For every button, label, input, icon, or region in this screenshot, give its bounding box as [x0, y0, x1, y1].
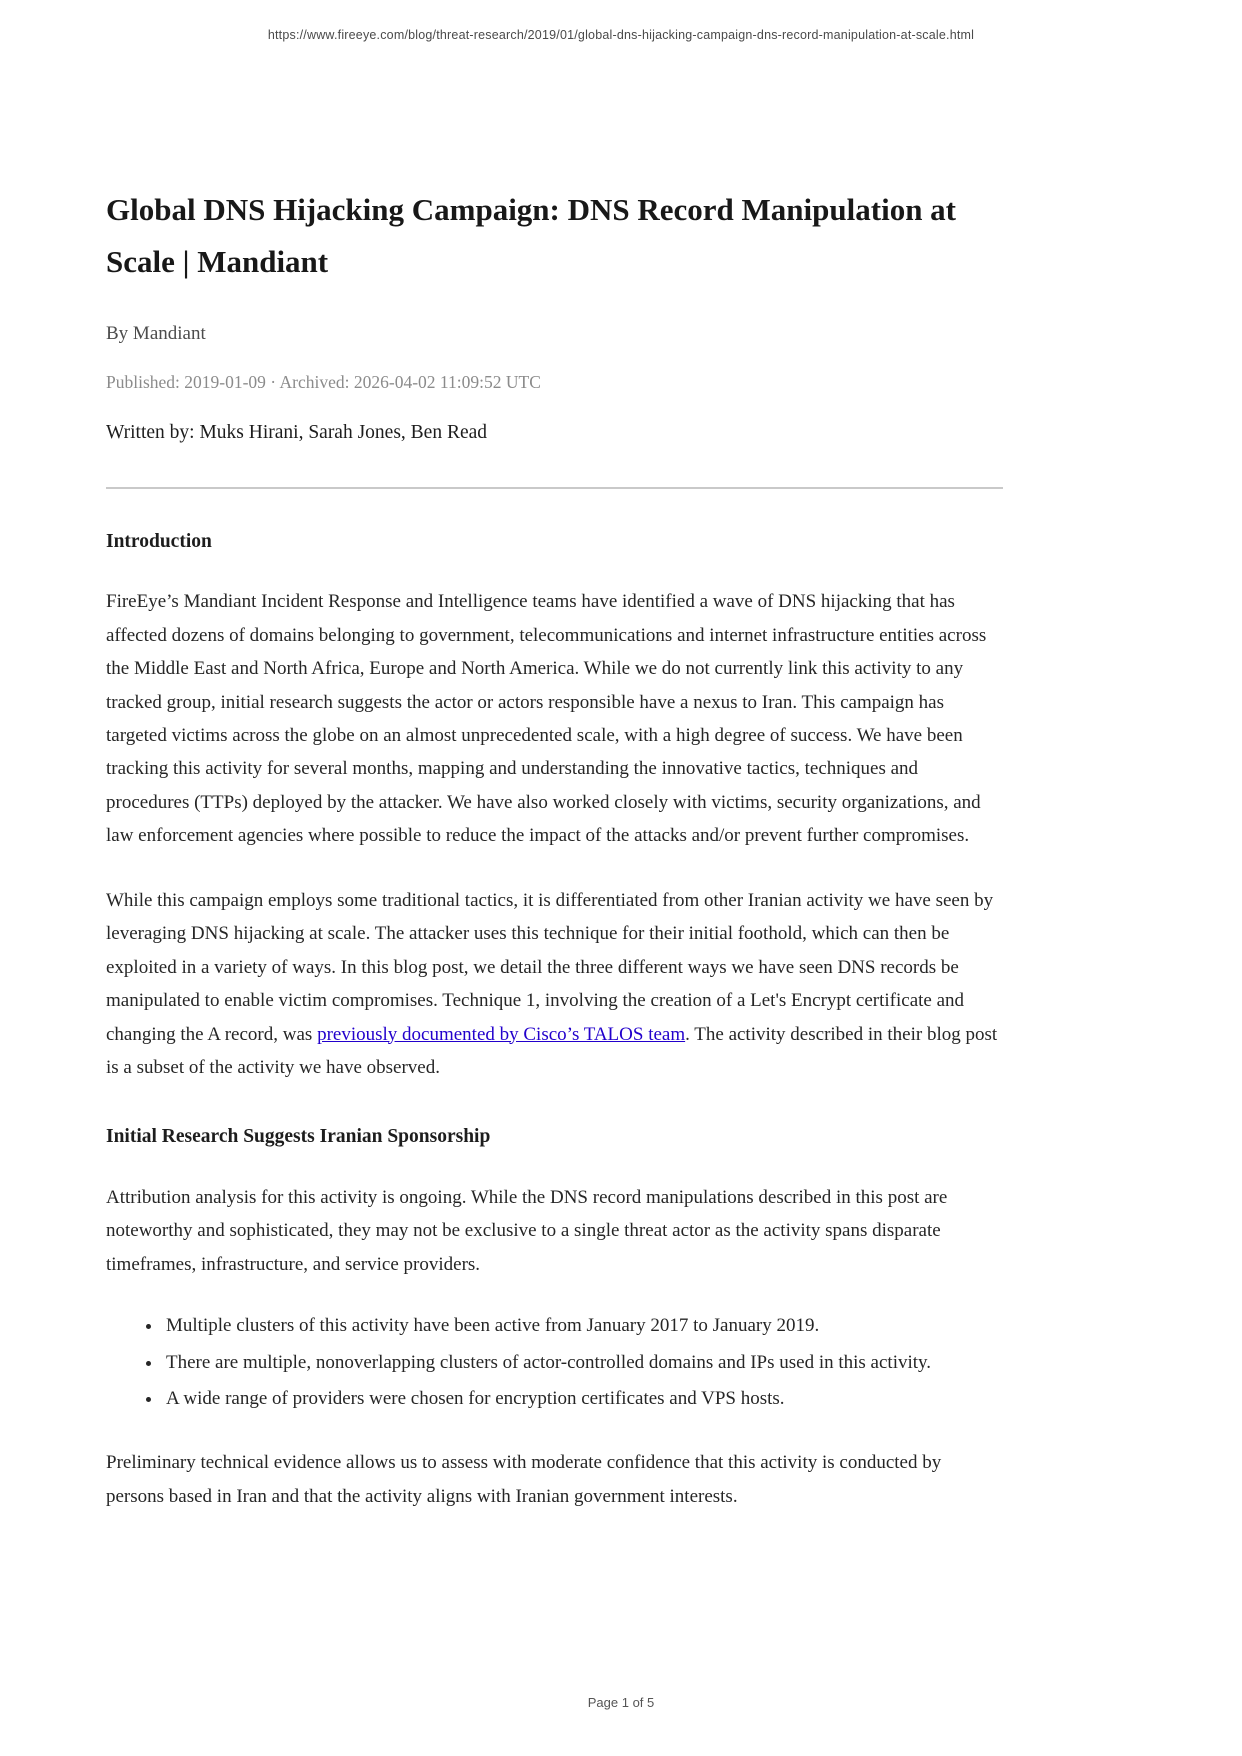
paragraph-attribution: Attribution analysis for this activity is ongoing. While the DNS record manipulations described in this post are noteworthy and sophisticated, they may not be exclusive to a single threat actor as the activity spans disparate timeframes, infrastructure, and service providers. — [106, 1186, 948, 1275]
paragraph-conclusion: Preliminary technical evidence allows us to assess with moderate confidence that this activity is conducted by persons based in Iran and that the activity aligns with Iranian government interests. — [106, 1452, 942, 1507]
print-url-header: https://www.fireeye.com/blog/threat-research/2019/01/global-dns-hijacking-campaign-dns-record-manipulation-at-scale.html — [267, 28, 975, 42]
list-item-clusters-active: • Multiple clusters of this activity have been active from January 2017 to January 2019. — [163, 1309, 1003, 1342]
section-heading-iranian-sponsorship: Initial Research Suggests Iranian Sponsorship — [106, 1126, 491, 1148]
byline: By Mandiant — [106, 323, 206, 345]
paragraph-introduction-2-text-before: While this campaign employs some traditional tactics, it is differentiated from other Iranian activity we have seen by leveraging DNS hijacking at scale. The attacker uses this technique for their initial foothold, which can then be exploited in a variety of ways. In this blog post, we detail the three different ways we have seen DNS records be manipulated to enable victim compromises. Technique 1, involving the creation of a Let's Encrypt certificate and changing the A record, was — [106, 889, 994, 1045]
section-heading-introduction: Introduction — [106, 530, 212, 552]
paragraph-introduction-2-text-after: . The activity described in their blog post is a subset of the activity we have observed. — [106, 1023, 998, 1078]
article — [106, 0, 1003, 1513]
cisco-talos-link[interactable]: previously documented by Cisco’s TALOS team — [317, 1023, 686, 1045]
paragraph-introduction-2 — [106, 884, 1003, 1085]
divider — [106, 487, 1003, 489]
published-archived-meta: Published: 2019-01-09 · Archived: 2026-04-02 11:09:52 UTC — [106, 371, 541, 392]
list-item-nonoverlapping-clusters: • There are multiple, nonoverlapping clusters of actor-controlled domains and IPs used in this activity. — [163, 1346, 1003, 1379]
page-number: Page 1 of 5 — [587, 1695, 655, 1710]
written-by: Written by: Muks Hirani, Sarah Jones, Ben Read — [106, 421, 488, 443]
findings-list — [106, 1309, 1003, 1415]
paragraph-introduction-1: FireEye’s Mandiant Incident Response and Intelligence teams have identified a wave of DNS hijacking that has affected dozens of domains belonging to government, telecommunications and internet infrastructure entities across the Middle East and North Africa, Europe and North America. While we do not currently link this activity to any tracked group, initial research suggests the actor or actors responsible have a nexus to Iran. This campaign has targeted victims across the globe on an almost unprecedented scale, with a high degree of success. We have been tracking this activity for several months, mapping and understanding the innovative tactics, techniques and procedures (TTPs) deployed by the attacker. We have also worked closely with victims, security organizations, and law enforcement agencies where possible to reduce the impact of the attacks and/or prevent further compromises. — [106, 591, 987, 847]
article-title: Global DNS Hijacking Campaign: DNS Record Manipulation at Scale | Mandiant — [106, 192, 957, 280]
list-item-providers-range: • A wide range of providers were chosen for encryption certificates and VPS hosts. — [163, 1382, 1003, 1415]
